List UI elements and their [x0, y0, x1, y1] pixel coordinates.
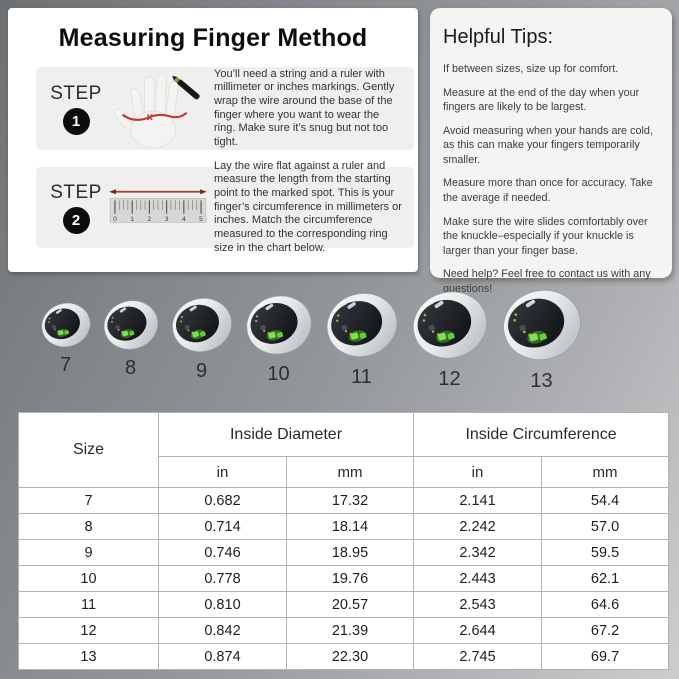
unit-diameter-in: in	[159, 457, 287, 488]
smart-ring-icon	[243, 289, 315, 361]
step-2-text: Lay the wire flat against a ruler and measure the length from the starting point to the marked spot. This is your finger’s circumference in millimeters or inches. Match the circumference measured to the corresponding ring size in the chart below.	[214, 159, 402, 254]
cell-d-in: 0.810	[159, 592, 287, 618]
cell-d-in: 0.682	[159, 488, 287, 514]
helpful-tips-card	[430, 8, 672, 295]
ring-size-11	[323, 286, 401, 389]
ruler-tick-1: 1	[130, 215, 135, 223]
ruler-tick-3: 3	[164, 215, 169, 223]
ring-size-label: 9	[195, 359, 208, 382]
table-row	[19, 540, 669, 566]
ruler-icon	[108, 186, 208, 230]
cell-d-mm: 21.39	[287, 618, 414, 644]
cell-d-mm: 18.14	[287, 514, 414, 540]
table-row	[19, 514, 669, 540]
tip-item: If between sizes, size up for comfort.	[443, 63, 619, 75]
cell-d-mm: 20.57	[287, 592, 414, 618]
ruler-tick-5: 5	[199, 215, 203, 223]
ring-size-label: 10	[267, 362, 290, 385]
smart-ring-icon	[169, 292, 235, 358]
header-inside-circumference: Inside Circumference	[414, 413, 669, 457]
cell-c-in: 2.342	[414, 540, 542, 566]
cell-c-mm: 64.6	[542, 592, 669, 618]
ring-size-label: 11	[351, 365, 372, 388]
cell-c-in: 2.242	[414, 514, 542, 540]
tip-item: Make sure the wire slides comfortably over the knuckle–especially if your knuckle is larger than your finger base.	[443, 215, 648, 257]
cell-c-in: 2.443	[414, 566, 542, 592]
measuring-method-card	[8, 8, 418, 272]
tips-title: Helpful Tips:	[443, 26, 554, 48]
smart-ring-icon	[499, 282, 585, 368]
cell-d-mm: 18.95	[287, 540, 414, 566]
step-2-box	[36, 159, 414, 254]
ruler-illustration	[108, 186, 208, 230]
cell-size: 9	[19, 540, 159, 566]
ring-size-13	[499, 282, 585, 393]
smart-ring-icon	[323, 286, 401, 364]
ring-size-9	[169, 292, 235, 383]
step-1-word: STEP	[50, 82, 102, 104]
cell-size: 13	[19, 644, 159, 670]
ring-size-lineup	[0, 278, 679, 396]
cell-d-in: 0.874	[159, 644, 287, 670]
tip-item: Measure more than once for accuracy. Take the average if needed.	[443, 177, 653, 204]
step-1-box	[36, 67, 414, 150]
step-2-word: STEP	[50, 181, 102, 203]
ring-size-8	[101, 295, 161, 380]
table-row	[19, 566, 669, 592]
smart-ring-icon	[409, 284, 491, 366]
table-header-groups	[19, 413, 669, 457]
tip-item: Need help? Feel free to contact us with any questions!	[443, 268, 651, 295]
cell-d-mm: 22.30	[287, 644, 414, 670]
cell-d-mm: 19.76	[287, 566, 414, 592]
cell-size: 8	[19, 514, 159, 540]
step-1-id	[50, 83, 102, 135]
step-1-number-badge: 1	[63, 108, 90, 135]
cell-d-in: 0.778	[159, 566, 287, 592]
smart-ring-icon	[39, 298, 93, 352]
cell-d-mm: 17.32	[287, 488, 414, 514]
method-title: Measuring Finger Method	[58, 24, 368, 52]
table-row	[19, 488, 669, 514]
cell-size: 7	[19, 488, 159, 514]
ring-size-label: 8	[124, 356, 137, 379]
ruler-tick-4: 4	[181, 215, 186, 223]
smart-ring-icon	[101, 295, 161, 355]
cell-c-in: 2.644	[414, 618, 542, 644]
cell-c-mm: 69.7	[542, 644, 669, 670]
cell-d-in: 0.746	[159, 540, 287, 566]
step-1-text: You’ll need a string and a ruler with millimeter or inches markings. Gently wrap the wire around the base of the finger where you want to wear the ring. Make sure it’s snug but not too tight.	[214, 67, 395, 148]
step-2-id	[50, 182, 102, 234]
ring-size-label: 12	[438, 367, 461, 390]
header-inside-diameter: Inside Diameter	[159, 413, 414, 457]
cell-c-mm: 57.0	[542, 514, 669, 540]
tip-item: Measure at the end of the day when your fingers are likely to be largest.	[443, 86, 640, 114]
ring-size-12	[409, 284, 491, 391]
cell-c-mm: 67.2	[542, 618, 669, 644]
step-2-number-badge: 2	[63, 207, 90, 234]
cell-c-mm: 54.4	[542, 488, 669, 514]
unit-diameter-mm: mm	[287, 457, 414, 488]
ruler-tick-2: 2	[147, 215, 152, 223]
table-row	[19, 618, 669, 644]
ring-size-7	[39, 298, 93, 377]
table-row	[19, 644, 669, 670]
cell-size: 12	[19, 618, 159, 644]
cell-c-in: 2.543	[414, 592, 542, 618]
ring-size-label: 7	[59, 353, 72, 376]
unit-circumference-in: in	[414, 457, 542, 488]
cell-c-mm: 59.5	[542, 540, 669, 566]
table-row	[19, 592, 669, 618]
cell-d-in: 0.842	[159, 618, 287, 644]
cell-size: 11	[19, 592, 159, 618]
ring-size-label: 13	[530, 369, 553, 392]
ring-size-10	[243, 289, 315, 386]
cell-c-mm: 62.1	[542, 566, 669, 592]
cell-d-in: 0.714	[159, 514, 287, 540]
ruler-tick-0: 0	[113, 215, 117, 223]
cell-c-in: 2.745	[414, 644, 542, 670]
tip-item: Avoid measuring when your hands are cold, as this can make your fingers temporarily smaller.	[443, 124, 653, 166]
cell-size: 10	[19, 566, 159, 592]
header-size: Size	[19, 413, 159, 488]
unit-circumference-mm: mm	[542, 457, 669, 488]
hand-with-string-icon	[108, 67, 208, 150]
cell-c-in: 2.141	[414, 488, 542, 514]
size-chart-table	[18, 412, 669, 670]
hand-measuring-illustration	[108, 67, 208, 150]
